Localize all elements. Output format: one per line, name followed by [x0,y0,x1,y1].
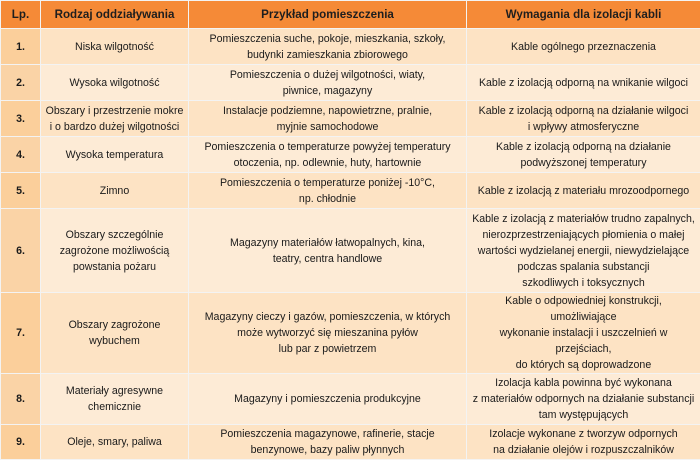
room-example: Pomieszczenia o dużej wilgotności, wiaty, piwnice, magazyny [189,65,467,101]
room-example: Instalacje podziemne, napowietrzne, pralnie, myjnie samochodowe [189,101,467,137]
table-row [1,29,700,65]
impact-type: Zimno [41,173,189,209]
impact-type: Wysoka temperatura [41,137,189,173]
insulation-requirement: Kable z izolacją odporną na działanie wilgoci i wpływy atmosferyczne [467,101,700,137]
impact-type: Wysoka wilgotność [41,65,189,101]
room-example: Magazyny cieczy i gazów, pomieszczenia, w których może wytworzyć się mieszanina pyłów lub par z powietrzem [189,293,467,374]
room-example: Magazyny materiałów łatwopalnych, kina, teatry, centra handlowe [189,209,467,293]
row-number: 8. [1,374,41,425]
insulation-requirement: Kable ogólnego przeznaczenia [467,29,700,65]
impact-type: Obszary zagrożone wybuchem [41,293,189,374]
header-lp: Lp. [1,1,41,29]
insulation-requirement: Kable z izolacją z materiałów trudno zapalnych, nierozprzestrzeniających płomienia o małej wartości wydzielanej energii, niewydzielające podczas spalania substancji szkodliwych i toksycznych [467,209,700,293]
insulation-requirement: Izolacja kabla powinna być wykonana z materiałów odpornych na działanie substancji tam występujących [467,374,700,425]
table-row [1,101,700,137]
table-row [1,65,700,101]
row-number: 7. [1,293,41,374]
impact-type: Oleje, smary, paliwa [41,425,189,460]
insulation-requirement: Kable z izolacją odporną na działanie podwyższonej temperatury [467,137,700,173]
room-example: Pomieszczenia magazynowe, rafinerie, stacje benzynowe, bazy paliw płynnych [189,425,467,460]
table-row [1,209,700,293]
table-row [1,137,700,173]
room-example: Pomieszczenia suche, pokoje, mieszkania, szkoły, budynki zamieszkania zbiorowego [189,29,467,65]
insulation-requirement: Kable z izolacją odporną na wnikanie wilgoci [467,65,700,101]
row-number: 4. [1,137,41,173]
impact-type: Obszary i przestrzenie mokre i o bardzo dużej wilgotności [41,101,189,137]
insulation-requirement: Kable o odpowiedniej konstrukcji, umożliwiające wykonanie instalacji i uszczelnień w przejściach, do których są doprowadzone [467,293,700,374]
room-example: Magazyny i pomieszczenia produkcyjne [189,374,467,425]
room-example: Pomieszczenia o temperaturze poniżej -10°C, np. chłodnie [189,173,467,209]
insulation-requirement: Izolacje wykonane z tworzyw odpornych na działanie olejów i rozpuszczalników [467,425,700,460]
row-number: 6. [1,209,41,293]
table-row [1,425,700,460]
impact-type: Materiały agresywne chemicznie [41,374,189,425]
row-number: 5. [1,173,41,209]
table-row [1,293,700,374]
row-number: 2. [1,65,41,101]
header-type: Rodzaj oddziaływania [41,1,189,29]
insulation-requirement: Kable z izolacją z materiału mrozoodpornego [467,173,700,209]
impact-type: Obszary szczególnie zagrożone możliwością powstania pożaru [41,209,189,293]
impact-type: Niska wilgotność [41,29,189,65]
table-header-row [1,1,700,29]
header-requirements: Wymagania dla izolacji kabli [467,1,700,29]
table-row [1,173,700,209]
row-number: 9. [1,425,41,460]
row-number: 3. [1,101,41,137]
room-example: Pomieszczenia o temperaturze powyżej temperatury otoczenia, np. odlewnie, huty, hartownie [189,137,467,173]
table-row [1,374,700,425]
header-example: Przykład pomieszczenia [189,1,467,29]
row-number: 1. [1,29,41,65]
